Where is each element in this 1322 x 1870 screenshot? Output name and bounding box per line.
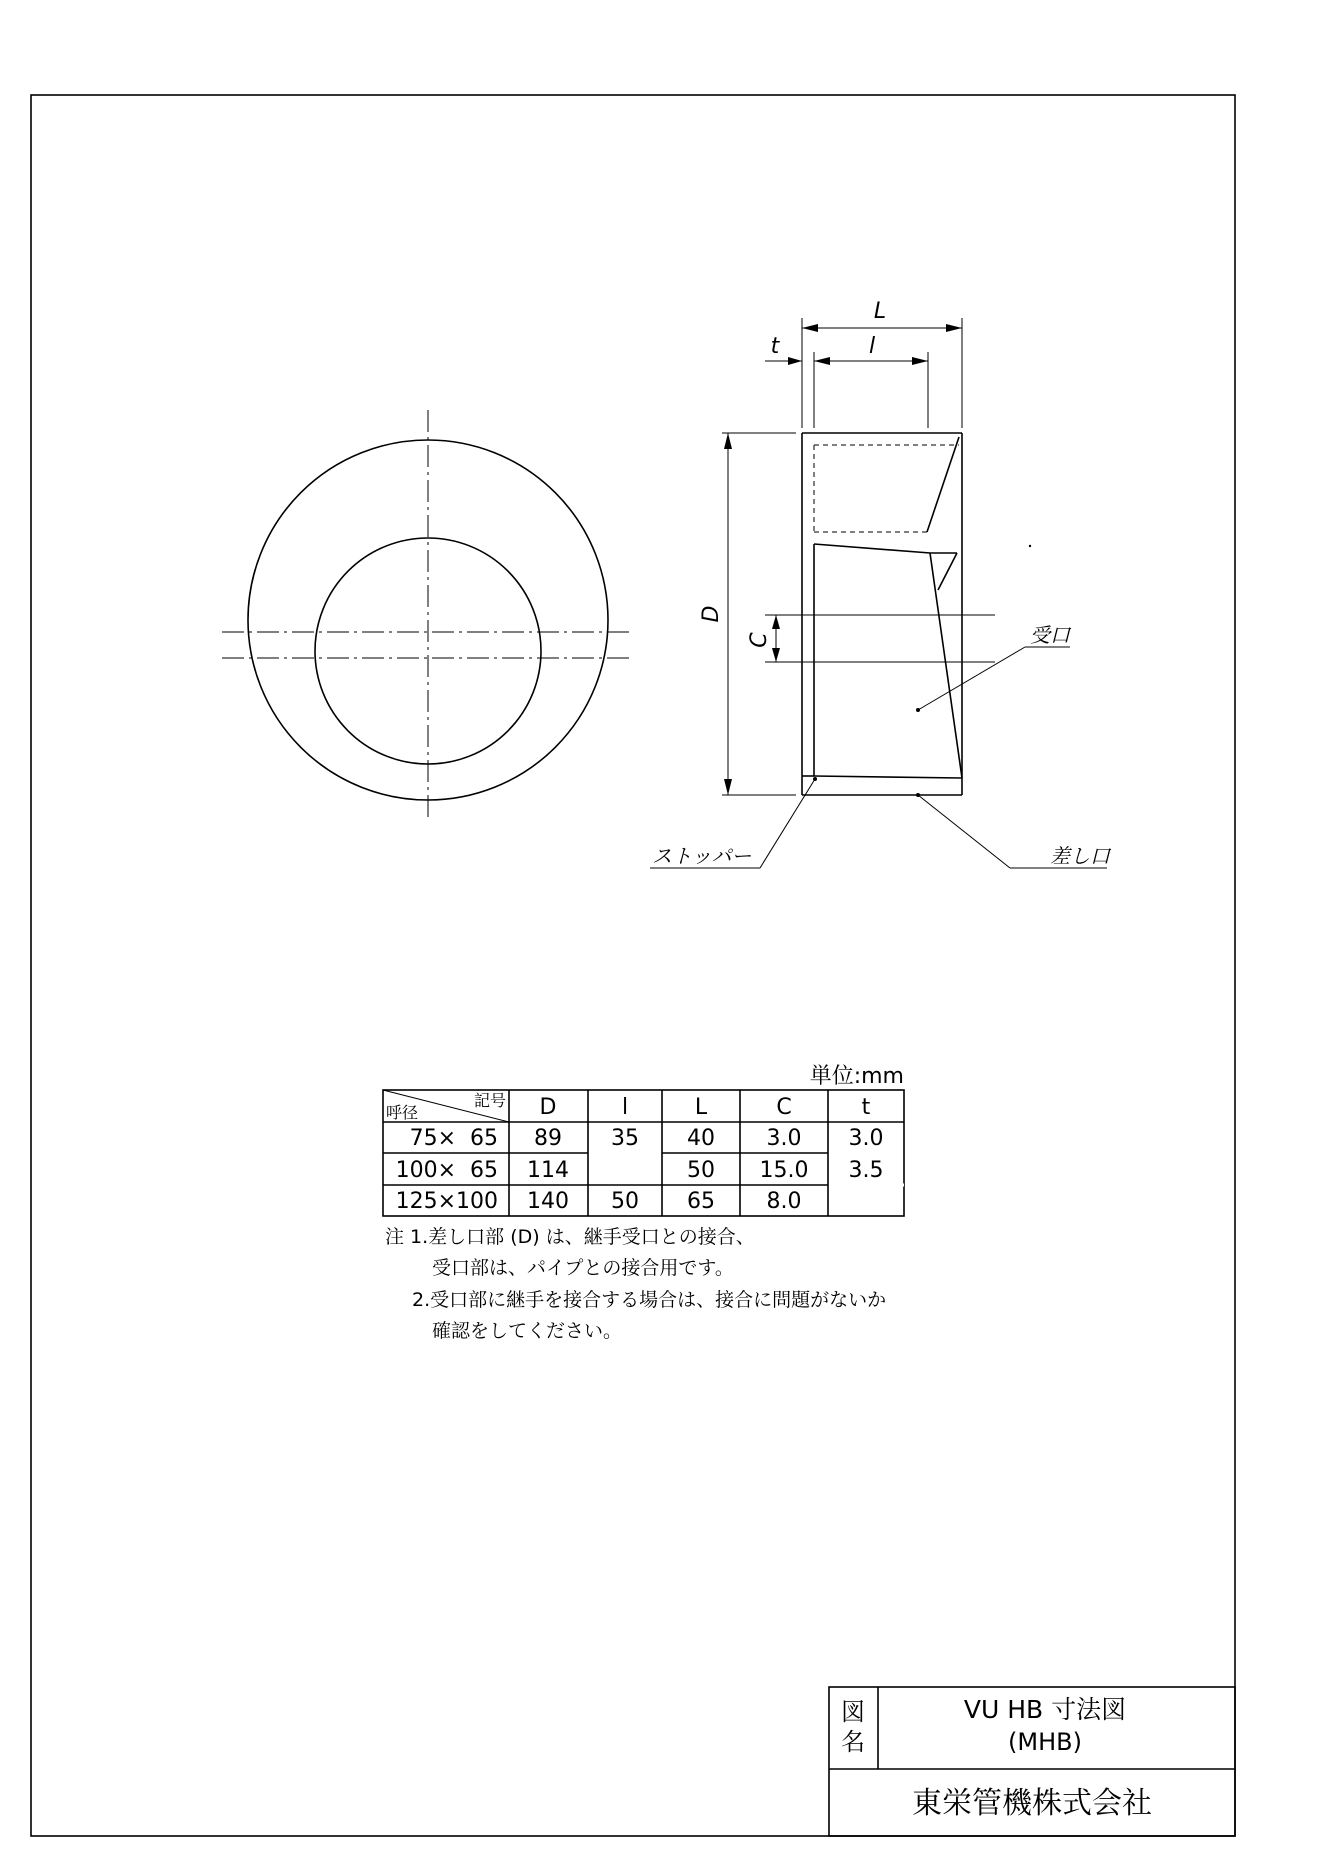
dimension-D-label: D (699, 605, 724, 623)
title-block (829, 1687, 1235, 1836)
row2-C: 15.0 (759, 1158, 809, 1183)
notes (385, 1226, 886, 1342)
dimension-C (747, 615, 780, 662)
company-name: 東栄管機株式会社 (912, 1786, 1152, 1821)
side-view (722, 318, 995, 795)
note-line-3: 2.受口部に継手を接合する場合は、接合に問題がないか (412, 1289, 887, 1311)
dimension-table (383, 1090, 904, 1216)
dimension-l-label: l (868, 334, 876, 359)
dimension-l (814, 334, 928, 365)
col-header-t: t (861, 1095, 871, 1120)
col-header-D: D (539, 1095, 557, 1120)
row1-D: 89 (534, 1126, 562, 1151)
callout-receiving-port (916, 623, 1072, 712)
callout-stopper (650, 777, 817, 868)
receiving-port-label: 受口 (1030, 623, 1070, 647)
drawing-frame (31, 95, 1235, 1836)
row1-C: 3.0 (766, 1126, 802, 1151)
row2-L: 50 (687, 1158, 715, 1183)
row2-t: 3.5 (848, 1158, 884, 1183)
dimension-C-label: C (747, 632, 772, 648)
note-line-2: 受口部は、パイプとの接合用です。 (432, 1257, 734, 1279)
drawing-name-label-1: 図 (841, 1698, 865, 1726)
row3-C: 8.0 (766, 1189, 802, 1214)
row1-L: 40 (687, 1126, 715, 1151)
header-diag-top: 記号 (473, 1091, 506, 1110)
row1-t: 3.0 (848, 1126, 884, 1151)
note-line-4: 確認をしてください。 (432, 1320, 623, 1342)
row1-l: 35 (611, 1126, 639, 1151)
dimension-L-label: L (873, 299, 887, 324)
unit-label: 単位:mm (809, 1064, 904, 1089)
col-header-l: l (621, 1095, 629, 1120)
header-diag-bottom: 呼径 (386, 1103, 419, 1122)
note-line-1: 注 1.差し口部 (D) は、継手受口との接合、 (385, 1226, 755, 1248)
row3-size: 125×100 (395, 1189, 498, 1214)
stopper-label: ストッパー (652, 844, 752, 868)
col-header-L: L (694, 1095, 708, 1120)
row3-D: 140 (527, 1189, 569, 1214)
front-view (222, 410, 634, 822)
callout-spigot (916, 793, 1112, 868)
row3-l: 50 (611, 1189, 639, 1214)
dimension-t (765, 334, 802, 365)
dimension-D (699, 433, 732, 795)
row2-D: 114 (527, 1158, 569, 1183)
drawing-name-label-2: 名 (841, 1728, 865, 1756)
drawing-subtitle: (MHB) (1008, 1728, 1082, 1756)
dimension-t-label: t (770, 334, 780, 359)
row2-size: 100× 65 (395, 1158, 498, 1183)
row3-L: 65 (687, 1189, 715, 1214)
col-header-C: C (776, 1095, 792, 1120)
dimension-L (802, 299, 962, 332)
drawing-title: VU HB 寸法図 (963, 1695, 1127, 1724)
row1-size: 75× 65 (409, 1126, 498, 1151)
spigot-label: 差し口 (1050, 844, 1110, 868)
